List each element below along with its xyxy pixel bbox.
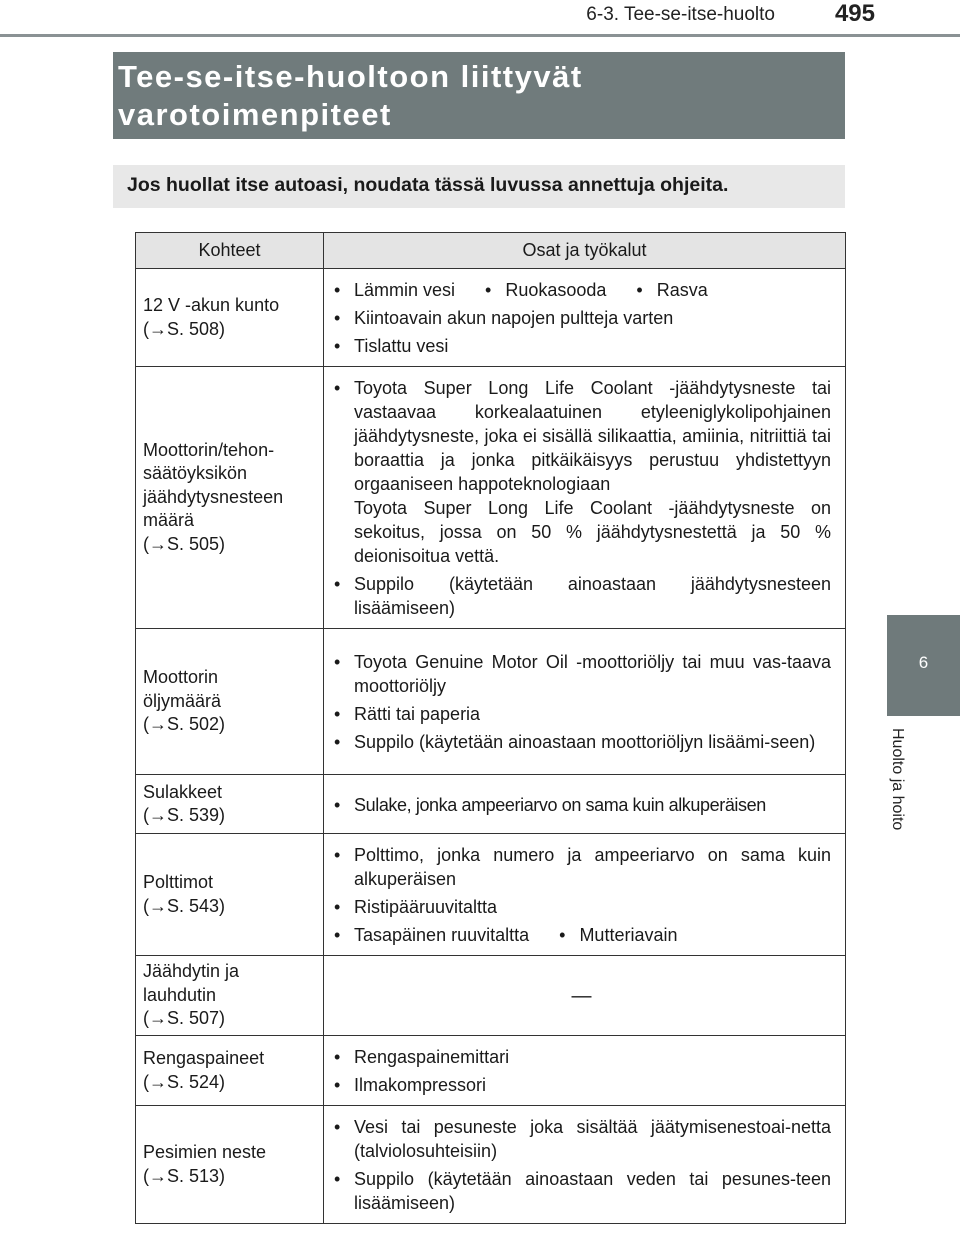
table-row <box>136 1036 846 1106</box>
item-cell <box>136 629 324 775</box>
list-item: • Toyota Genuine Motor Oil -moottoriöljy tai muu vas-taava moottoriöljy <box>332 650 831 698</box>
list-item <box>332 376 831 568</box>
item-page-ref: (→S. 539) <box>143 805 226 825</box>
list-item: • Vesi tai pesuneste joka sisältää jäätymisenestoai-netta (talviolosuhteisiin) <box>332 1115 831 1163</box>
tools-cell <box>324 1036 846 1106</box>
item-line: Rengaspaineet <box>143 1048 265 1068</box>
tools-cell-empty: — <box>324 956 846 1036</box>
list-item: • Tasapäinen ruuvitaltta • Mutteriavain <box>332 923 831 947</box>
item-line: jäähdytysnesteen <box>143 486 284 507</box>
list-item: • Lämmin vesi • Ruokasooda • Rasva <box>332 278 831 302</box>
tool-inline: Rasva <box>656 280 708 300</box>
table-row <box>136 775 846 834</box>
parts-table <box>135 232 846 1224</box>
table-row <box>136 629 846 775</box>
table-row <box>136 956 846 1036</box>
list-item: • Kiintoavain akun napojen pultteja varten <box>332 306 831 330</box>
header-divider <box>0 34 960 37</box>
item-line: Sulakkeet <box>143 781 223 802</box>
title-banner <box>113 52 845 139</box>
item-line: määrä <box>143 510 195 531</box>
item-cell <box>136 367 324 629</box>
tools-cell <box>324 775 846 834</box>
table-row <box>136 1106 846 1224</box>
item-line: öljymäärä <box>143 690 222 711</box>
intro-text: Jos huollat itse autoasi, noudata tässä luvussa annettuja ohjeita. <box>127 174 729 196</box>
item-page-ref: (→S. 513) <box>143 1165 226 1186</box>
list-item: • Ilmakompressori <box>332 1073 831 1097</box>
chapter-tab <box>887 615 960 716</box>
item-line: Moottorin <box>143 667 219 688</box>
item-line: lauhdutin <box>143 984 217 1005</box>
item-cell <box>136 269 324 367</box>
column-header-tools: Osat ja työkalut <box>324 233 846 269</box>
item-cell <box>136 1036 324 1106</box>
tools-cell <box>324 629 846 775</box>
list-item: • Rätti tai paperia <box>332 702 831 726</box>
page-header <box>0 0 960 40</box>
column-header-items: Kohteet <box>136 233 324 269</box>
tool-inline: • Tasapäinen ruuvitaltta <box>354 925 530 945</box>
list-item-note: Toyota Super Long Life Coolant -jäähdytysneste on sekoitus, jossa on 50 % jäähdytysnestettä ja 50 % deionisoitua vettä. <box>354 498 831 566</box>
intro-banner <box>113 165 845 208</box>
tools-cell <box>324 1106 846 1224</box>
item-line: Polttimot <box>143 872 214 892</box>
table-row <box>136 834 846 956</box>
item-page-ref: (→S. 505) <box>143 533 226 554</box>
item-page-ref: (→S. 543) <box>143 895 226 916</box>
item-page-ref: (→S. 508) <box>143 318 226 339</box>
page-number: 495 <box>834 0 875 27</box>
item-cell <box>136 1106 324 1224</box>
list-item-text: • Toyota Super Long Life Coolant -jäähdytysneste tai vastaavaa korkealaatuinen etyleeniglykolipohjainen jäähdytysneste, joka ei sisällä silikaattia, amiinia, nitriittiä tai boraattia ja jonka pitkäikäisyys perustuu yhdistettyyn orgaaniseen happoteknologiaan <box>354 378 831 494</box>
item-cell <box>136 956 324 1036</box>
list-item: • Tislattu vesi <box>332 334 831 358</box>
tool-inline: • Lämmin vesi <box>354 280 456 300</box>
item-line: Moottorin/tehon- <box>143 439 275 460</box>
list-item: • Ristipääruuvitaltta <box>332 895 831 919</box>
list-item: • Polttimo, jonka numero ja ampeeriarvo on sama kuin alkuperäisen <box>332 843 831 891</box>
chapter-label: Huolto ja hoito <box>889 728 906 831</box>
list-item: • Suppilo (käytetään ainoastaan jäähdytysnesteen lisäämiseen) <box>332 572 831 620</box>
tools-cell <box>324 269 846 367</box>
chapter-number: 6 <box>918 653 929 672</box>
list-item: • Suppilo (käytetään ainoastaan veden tai pesunes-teen lisäämiseen) <box>332 1167 831 1215</box>
item-line: Pesimien neste <box>143 1142 267 1162</box>
tool-inline: Mutteriavain <box>579 925 678 945</box>
item-cell <box>136 834 324 956</box>
list-item: • Suppilo (käytetään ainoastaan moottoriöljyn lisäämi-seen) <box>332 730 831 754</box>
page-title: Tee-se-itse-huoltoon liittyvät varotoimenpiteet <box>118 59 583 132</box>
section-title: 6-3. Tee-se-itse-huolto <box>586 4 775 25</box>
table-header-row <box>136 233 846 269</box>
item-line: Jäähdytin ja <box>143 961 240 982</box>
item-line: säätöyksikön <box>143 463 248 484</box>
item-page-ref: (→S. 507) <box>143 1008 226 1029</box>
item-page-ref: (→S. 524) <box>143 1071 226 1092</box>
item-line: 12 V -akun kunto <box>143 295 280 315</box>
list-item: • Sulake, jonka ampeeriarvo on sama kuin alkuperäisen <box>332 793 831 817</box>
table-row <box>136 269 846 367</box>
item-cell <box>136 775 324 834</box>
chapter-label-wrapper <box>888 728 924 878</box>
tool-inline: Ruokasooda <box>505 280 607 300</box>
tools-cell <box>324 367 846 629</box>
tools-cell <box>324 834 846 956</box>
list-item: • Rengaspainemittari <box>332 1045 831 1069</box>
item-page-ref: (→S. 502) <box>143 714 226 735</box>
table-row <box>136 367 846 629</box>
